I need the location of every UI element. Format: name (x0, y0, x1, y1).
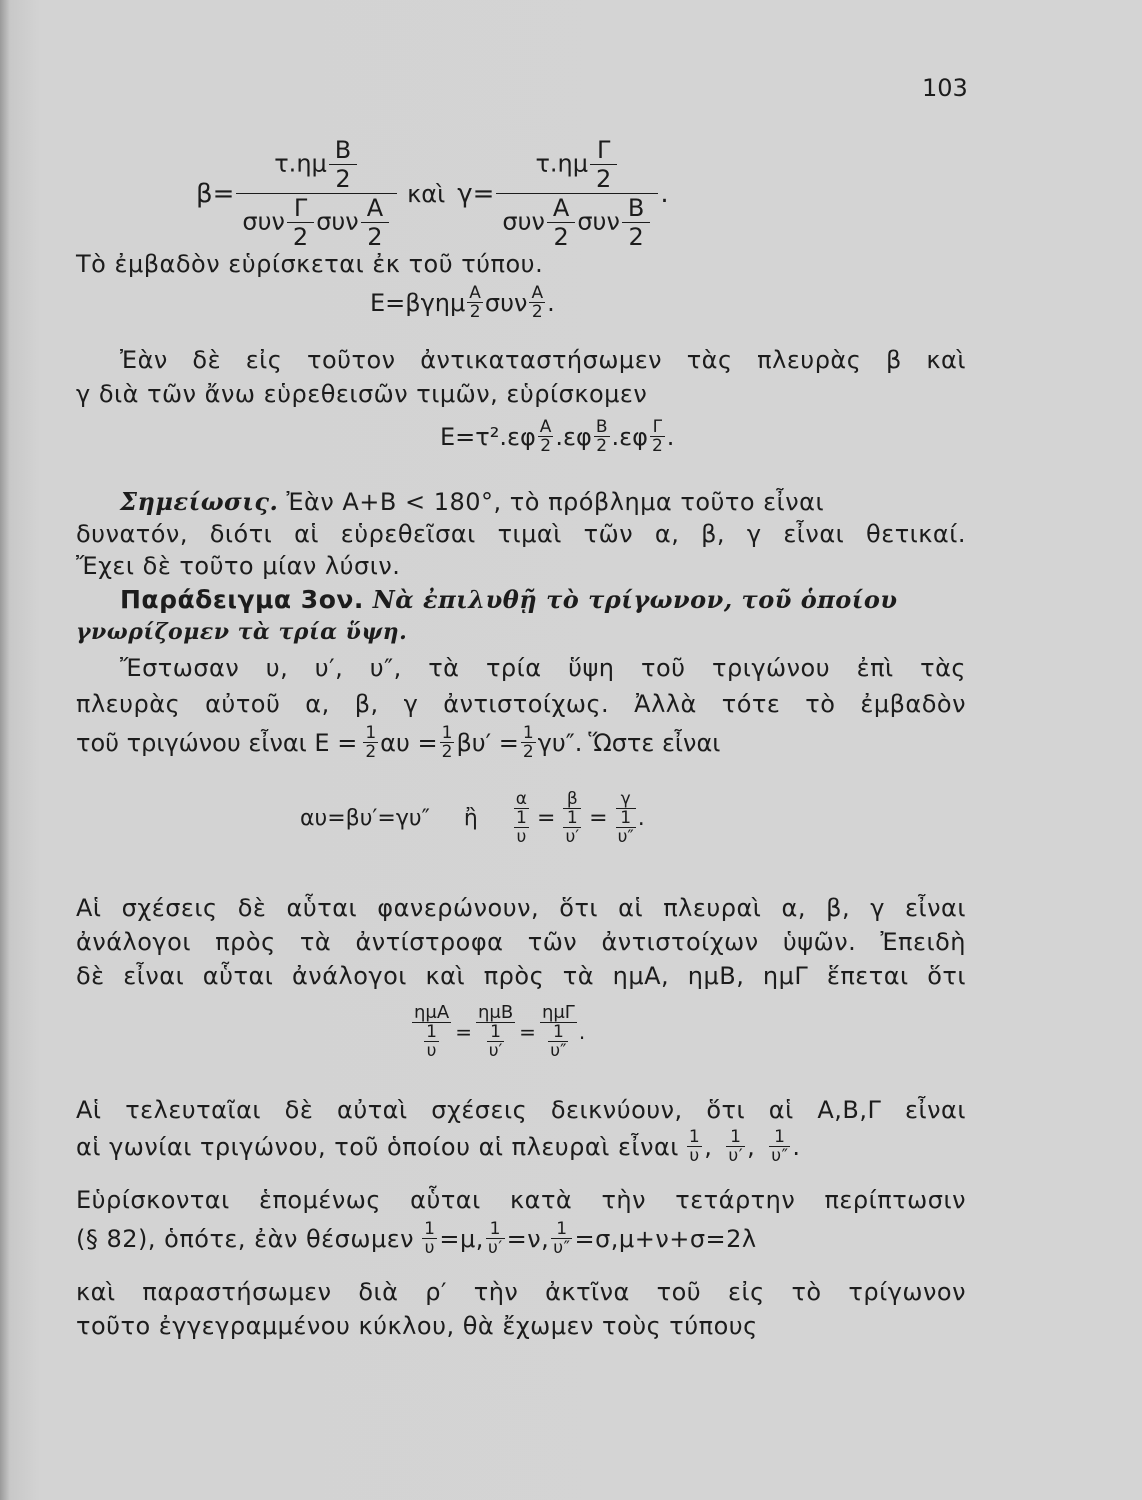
heights-line-2: πλευρὰς αὐτοῦ α, β, γ ἀντιστοίχως. Ἀλλὰ τότε τὸ ἐμβαδὸν (76, 690, 966, 718)
last-line-3: Εὑρίσκονται ἑπομένως αὗται κατὰ τὴν τετάρτην περίπτωσιν (76, 1186, 966, 1214)
heights-line-3: τοῦ τριγώνου εἶναι Ε = $\frac{1}{2}$ αυ = $\frac{1}{2}$ βυ′ = $\frac{1}{2}$ γυ″. Ὥστε εἶναι (76, 723, 721, 762)
example-heading: Παράδειγμα 3ον. Νὰ ἐπιλυθῇ τὸ τρίγωνον, τοῦ ὁποίου (120, 585, 898, 614)
last-line-4: (§ 82), ὁπότε, ἐὰν θέσωμεν $\frac{1}{\upsilon}$ =μ, $\frac{1}{\upsilon'}$ =ν, $\frac{1}{\upsilon''}$ =σ,μ+ν+σ=2λ (76, 1219, 757, 1258)
formula-sines: $\frac{\text{ημΑ}}{\frac{1}{\upsilon}}$ = $\frac{\text{ημΒ}}{\frac{1}{\upsilon'}}$ = $\frac{\text{ημΓ}}{\frac{1}{\upsilon''}}$ . (414, 1002, 586, 1061)
formula-area-1: Ε=βγημ $\frac{A}{2}$ συν $\frac{A}{2}$ . (370, 283, 555, 322)
page-number: 103 (922, 74, 968, 102)
example-label: Παράδειγμα 3ον. (120, 585, 364, 614)
substitute-line-2: γ διὰ τῶν ἄνω εὑρεθεισῶν τιμῶν, εὑρίσκομεν (76, 380, 648, 408)
kai-word: καὶ (407, 179, 446, 208)
beta-symbol: β (196, 178, 213, 209)
relations-line-2: ἀνάλογοι πρὸς τὰ ἀντίστροφα τῶν ἀντιστοίχων ὑψῶν. Ἐπειδὴ (76, 928, 966, 956)
remark-line-3: Ἔχει δὲ τοῦτο μίαν λύσιν. (76, 552, 401, 580)
last-line-1: Αἱ τελευταῖαι δὲ αὐταὶ σχέσεις δεικνύουν, ὅτι αἱ Α,Β,Γ εἶναι (76, 1096, 966, 1124)
gamma-fraction: τ.ημ $\frac{\Gamma}{2}$ συν $\frac{A}{2}$ συν $\frac{B}{2}$ (496, 136, 658, 251)
last-line-5: καὶ παραστήσωμεν διὰ ρ′ τὴν ἀκτῖνα τοῦ εἰς τὸ τρίγωνον (76, 1278, 966, 1306)
remark-label: Σημείωσις. (120, 487, 279, 516)
relations-line-3: δὲ εἶναι αὗται ἀνάλογοι καὶ πρὸς τὰ ημΑ, ημΒ, ημΓ ἕπεται ὅτι (76, 962, 966, 990)
area-intro-line: Τὸ ἐμβαδὸν εὑρίσκεται ἐκ τοῦ τύπου. (76, 250, 544, 278)
remark-line-2: δυνατόν, διότι αἱ εὑρεθεῖσαι τιμαὶ τῶν α, β, γ εἶναι θετικαί. (76, 520, 966, 548)
equals-sign: = (212, 178, 235, 209)
heights-line-1: Ἔστωσαν υ, υ′, υ″, τὰ τρία ὕψη τοῦ τριγώνου ἐπὶ τὰς (120, 654, 966, 682)
example-title-line-2: γνωρίζομεν τὰ τρία ὕψη. (76, 619, 408, 645)
relations-line-1: Αἱ σχέσεις δὲ αὗται φανερώνουν, ὅτι αἱ πλευραὶ α, β, γ εἶναι (76, 894, 966, 922)
remark-line-1: Σημείωσις. Ἐὰν Α+Β < 180°, τὸ πρόβλημα τοῦτο εἶναι (120, 487, 825, 516)
formula-area-2: Ε=τ².εφ $\frac{A}{2}$ .εφ $\frac{B}{2}$ .εφ $\frac{\Gamma}{2}$ . (440, 417, 675, 456)
last-line-2: αἱ γωνίαι τριγώνου, τοῦ ὁποίου αἱ πλευραὶ εἶναι $\frac{1}{\upsilon}$ , $\frac{1}{\upsilon'}$ , $\frac{1}{\upsilon''}$ . (76, 1127, 801, 1166)
formula-ratios: αυ=βυ′=γυ″ ἢ $\frac{\alpha}{\frac{1}{\upsilon}}$ = $\frac{\beta}{\frac{1}{\upsilon'}}$ = $\frac{\gamma}{\frac{1}{\upsilon''}}$ . (300, 789, 645, 847)
substitute-line-1: Ἐὰν δὲ εἰς τοῦτον ἀντικαταστήσωμεν τὰς πλευρὰς β καὶ (120, 346, 966, 374)
beta-fraction: τ.ημ $\frac{B}{2}$ συν $\frac{\Gamma}{2}$ συν $\frac{A}{2}$ (236, 136, 397, 251)
gamma-symbol: γ (457, 178, 473, 209)
formula-beta-gamma: β = τ.ημ $\frac{B}{2}$ συν $\frac{\Gamma}{2}$ συν $\frac{A}{2}$ καὶ γ = τ.ημ $\frac{\Gamma}{2}$ συν $\frac{A}{2}$ συν $\frac{B}{2}$ . (196, 136, 669, 251)
last-line-6: τοῦτο ἐγγεγραμμένου κύκλου, θὰ ἔχωμεν τοὺς τύπους (76, 1312, 758, 1340)
